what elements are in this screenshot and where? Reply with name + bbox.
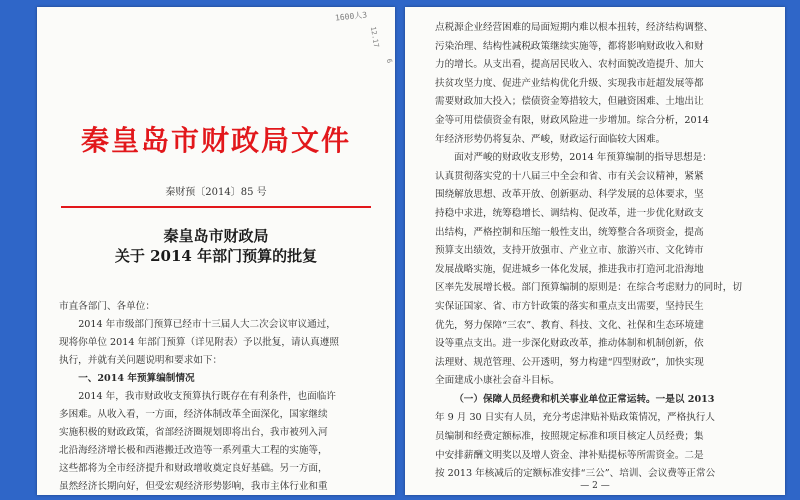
body-line: 市直各部门、各单位：: [59, 301, 155, 312]
body-line: 实保证国家、省、市方针政策的落实和重点支出需要，坚持民生: [435, 300, 704, 312]
body-line: 优先，努力保障“三农”、教育、科技、文化、社保和生态环境建: [435, 319, 704, 331]
body-line: 设等重点支出。进一步深化财政改革，推动体制和机制创新，依: [435, 338, 704, 350]
body-line: 需要财政加大投入；偿债资金筹措较大，但融资困难、土地出让: [435, 96, 704, 108]
body-line: 点税源企业经营困难的局面短期内难以根本扭转，经济结构调整、: [435, 22, 714, 33]
body-line: 中安排薪酬文明奖以及增人资金、津补贴提标等所需资金。二是: [435, 449, 704, 461]
body-line: 区率先发展增长极。部门预算编制的原则是：在综合考虑财力的同时，切: [435, 282, 742, 294]
document-title-line: 秦皇岛市财政局: [163, 227, 269, 245]
body-line: 2014 年市级部门预算已经市十三届人大二次会议审议通过，: [78, 319, 336, 330]
body-line: 法理财、规范管理、公开透明，努力构建“四型财政”，加快实现: [435, 356, 704, 368]
body-line: 现将你单位 2014 年部门预算（详见附表）予以批复，请认真遵照: [59, 337, 339, 348]
body-line: 按 2013 年核减后的定额标准安排“三公”、培训、会议费等正常公: [435, 468, 716, 480]
body-line: 持稳中求进，统筹稳增长、调结构、促改革，进一步优化财政支: [435, 207, 704, 219]
document-page-left: [37, 7, 395, 495]
body-line: 全面建成小康社会奋斗目标。: [435, 375, 560, 387]
handwritten-note: 1600人3: [334, 10, 368, 23]
body-line: 员编制和经费定额标准，按照规定标准和项目核定人员经费；集: [435, 431, 704, 443]
body-line: 扶贫攻坚力度、促进产业结构优化升级、实现我市赶超发展等都: [435, 77, 704, 89]
body-line: 出结构，严格控制和压缩一般性支出，统筹整合各项资金，提高: [435, 226, 704, 238]
body-line: 执行，并就有关问题说明和要求如下：: [59, 355, 223, 366]
header-divider: [61, 206, 371, 208]
body-line: 多困难。从收入看，一方面，经济体制改革全面深化，国家继续: [59, 409, 328, 420]
body-line: 这些都将为全市经济提升和财政增收奠定良好基础。另一方面，: [59, 463, 328, 474]
handwritten-note: 6: [384, 58, 394, 64]
body-line: 污染治理、结构性减税政策继续实施等，都将影响财政收入和财: [435, 40, 704, 52]
document-body: [59, 298, 379, 495]
body-line: 认真贯彻落实党的十八届三中全会和省、市有关会议精神，紧紧: [435, 170, 704, 182]
document-header-title: 秦皇岛市财政局文件: [80, 124, 351, 157]
document-body: [435, 19, 765, 484]
body-line: 金等可用偿债资金有限，财政风险进一步增加。综合分析，2014: [435, 114, 709, 126]
body-line: 围绕解放思想、改革开放、创新驱动、科学发展的总体要求，坚: [435, 189, 704, 201]
body-line: 北沿海经济增长极和西港搬迁改造等一系列重大工程的实施等，: [59, 445, 328, 456]
body-line: 年 9 月 30 日实有人员，充分考虑津贴补贴政策情况，严格执行人: [435, 412, 715, 424]
body-line: 面对严峻的财政收支形势，2014 年预算编制的指导思想是：: [454, 152, 712, 164]
body-line: 发展战略实施，促进城乡一体化发展，推进我市打造河北沿海地: [435, 263, 704, 275]
subsection-heading: （一）保障人员经费和机关事业单位正常运转。一是以 2013: [454, 393, 715, 405]
document-page-right: [405, 7, 785, 495]
body-line: 虽然经济长期向好，但受宏观经济形势影响，我市主体行业和重: [59, 481, 328, 492]
section-heading: 一、2014 年预算编制情况: [78, 373, 195, 384]
body-line: 2014 年，我市财政收支预算执行既存在有利条件，也面临许: [78, 391, 336, 402]
body-line: 力的增长。从支出看，提高居民收入、农村面貌改造提升、加大: [435, 59, 704, 71]
page-number: — 2 —: [580, 481, 610, 491]
document-title-line: 关于 2014 年部门预算的批复: [114, 247, 318, 265]
body-line: 年经济形势仍将复杂、严峻，财政运行面临较大困难。: [435, 133, 666, 145]
document-number: 秦财预〔2014〕85 号: [165, 187, 267, 198]
body-line: 实施积极的财政政策，省部经济圈规划即将出台，我市被列入河: [59, 427, 328, 438]
handwritten-note: 12.17: [368, 25, 381, 49]
body-line: 预算支出绩效，支持开放强市、产业立市、旅游兴市、文化铸市: [435, 245, 704, 257]
